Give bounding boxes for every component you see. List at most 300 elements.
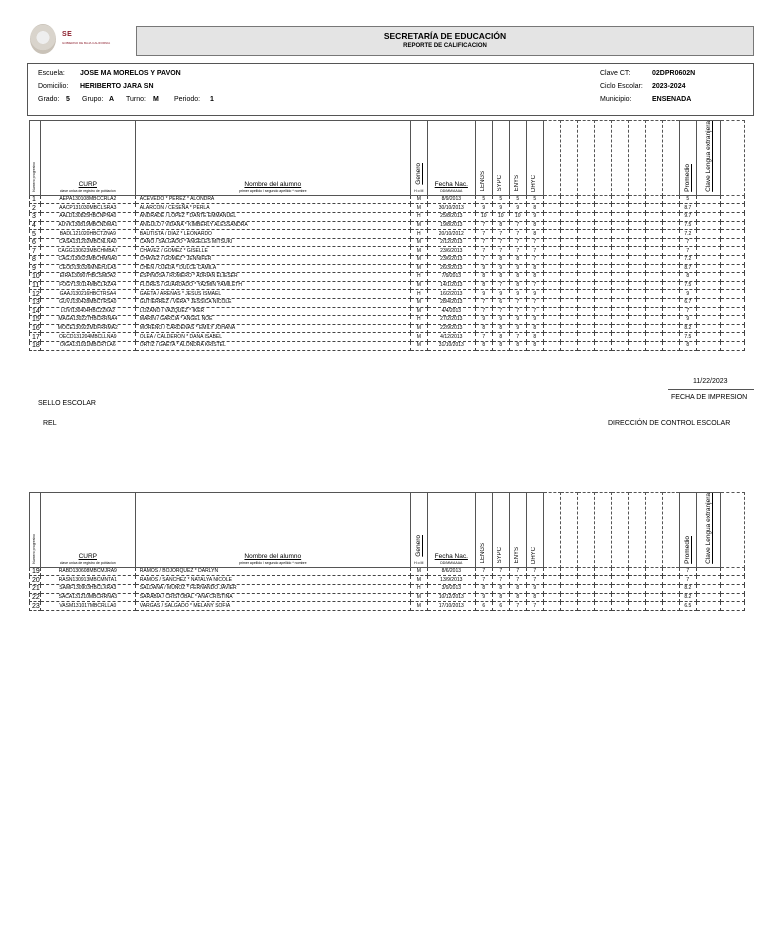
row-clave-lengua: [696, 290, 720, 299]
table-row: [30, 567, 745, 576]
row-empty: [628, 576, 645, 585]
row-empty: [645, 333, 662, 342]
row-empty: [577, 341, 594, 350]
row-empty: [662, 273, 679, 282]
header-empty: [662, 493, 679, 568]
row-promedio: 7.5: [679, 333, 696, 342]
row-name: GAETA / ARENAS * JESUS ISMAEL: [135, 290, 410, 299]
row-empty: [560, 247, 577, 256]
row-grade: 7: [475, 221, 492, 230]
ciclo-label: Ciclo Escolar:: [600, 83, 643, 90]
row-empty: [720, 195, 744, 204]
row-empty: [645, 290, 662, 299]
row-grade: 5: [475, 195, 492, 204]
row-promedio: 6.5: [679, 602, 696, 611]
row-fecha: 3/9/2013: [427, 585, 475, 594]
row-promedio: 9: [679, 290, 696, 299]
row-grade: 10: [492, 213, 509, 222]
row-empty: [560, 307, 577, 316]
header-subject-label: DHYC: [531, 174, 538, 192]
row-empty: [628, 204, 645, 213]
row-empty: [645, 264, 662, 273]
row-empty: [611, 290, 628, 299]
header-clave-lengua: [696, 121, 720, 196]
table-row: [30, 255, 745, 264]
municipio-value: ENSENADA: [652, 96, 692, 103]
row-empty: [594, 298, 611, 307]
table-row: [30, 576, 745, 585]
row-clave-lengua: [696, 324, 720, 333]
header-curp-sub: clave unica de registro de poblacion: [59, 188, 116, 193]
row-curp: FOGY130114MBCLRZA4: [40, 281, 135, 290]
row-clave-lengua: [696, 247, 720, 256]
row-grade: 8: [475, 341, 492, 350]
header-empty: [611, 493, 628, 568]
row-grade: 10: [475, 213, 492, 222]
row-grade: 9: [492, 264, 509, 273]
row-empty: [720, 324, 744, 333]
header-num: [30, 493, 41, 568]
header-subject-label: SYPC: [497, 547, 504, 564]
row-empty: [560, 316, 577, 325]
row-empty: [611, 255, 628, 264]
header-empty: [628, 493, 645, 568]
row-empty: [594, 585, 611, 594]
header-num-label: Numero progresivo: [32, 534, 37, 564]
row-curp: BADL121020HBCTZNA9: [40, 230, 135, 239]
row-name: CHAVEZ / GOMEZ * JENNIFER: [135, 255, 410, 264]
row-empty: [662, 316, 679, 325]
row-empty: [611, 576, 628, 585]
row-empty: [560, 238, 577, 247]
row-number: 17: [30, 333, 41, 342]
header-empty: [543, 121, 560, 196]
table-row: [30, 281, 745, 290]
row-genero: M: [410, 264, 427, 273]
row-name: ALARCON / CESEÑA * PERLA: [135, 204, 410, 213]
row-empty: [594, 221, 611, 230]
row-empty: [594, 307, 611, 316]
row-grade: 7: [492, 281, 509, 290]
header-subject-label: ENYS: [514, 175, 521, 192]
grupo-value: A: [109, 96, 115, 103]
row-empty: [628, 316, 645, 325]
row-genero: M: [410, 238, 427, 247]
header-fecha: [427, 493, 475, 568]
row-empty: [662, 213, 679, 222]
row-grade: 9: [475, 316, 492, 325]
row-clave-lengua: [696, 333, 720, 342]
row-genero: H: [410, 316, 427, 325]
header-empty: [720, 121, 744, 196]
row-promedio: 8.2: [679, 593, 696, 602]
row-number: 2: [30, 204, 41, 213]
row-empty: [577, 576, 594, 585]
row-curp: CAGG130623MBCHMBA7: [40, 247, 135, 256]
row-empty: [594, 290, 611, 299]
row-empty: [543, 247, 560, 256]
row-curp: OECD131204MBCLLNA9: [40, 333, 135, 342]
row-number: 9: [30, 264, 41, 273]
row-empty: [720, 585, 744, 594]
row-name: RAMOS / BOJORQUEZ * DARLYN: [135, 567, 410, 576]
row-empty: [560, 567, 577, 576]
domicilio-value: HERIBERTO JARA SN: [80, 83, 154, 90]
row-grade: 7: [475, 247, 492, 256]
row-empty: [577, 324, 594, 333]
row-empty: [720, 307, 744, 316]
row-empty: [720, 290, 744, 299]
table-row: [30, 307, 745, 316]
row-empty: [628, 324, 645, 333]
row-empty: [628, 585, 645, 594]
row-promedio: 7.2: [679, 230, 696, 239]
row-empty: [645, 576, 662, 585]
row-grade: 7: [492, 247, 509, 256]
row-grade: 9: [475, 593, 492, 602]
header-subject-label: LENGS: [480, 171, 487, 192]
header-clave-lengua-label: Clave Lengua extranjera: [704, 493, 712, 564]
row-empty: [543, 585, 560, 594]
row-empty: [560, 298, 577, 307]
row-promedio: 9.7: [679, 213, 696, 222]
row-empty: [560, 230, 577, 239]
row-empty: [543, 298, 560, 307]
header-empty: [560, 493, 577, 568]
row-empty: [628, 602, 645, 611]
row-empty: [543, 602, 560, 611]
row-genero: M: [410, 324, 427, 333]
table-row: [30, 273, 745, 282]
row-empty: [645, 204, 662, 213]
row-name: CANO / SALGADO * ANGELES MITSUKI: [135, 238, 410, 247]
row-grade: 7: [526, 602, 543, 611]
row-curp: LOVI130404HBCZZKA2: [40, 307, 135, 316]
row-empty: [628, 593, 645, 602]
row-empty: [720, 273, 744, 282]
row-empty: [543, 341, 560, 350]
table-row: [30, 230, 745, 239]
row-number: 15: [30, 316, 41, 325]
row-empty: [645, 273, 662, 282]
row-empty: [594, 204, 611, 213]
row-empty: [662, 341, 679, 350]
page-subtitle: REPORTE DE CALIFICACION: [403, 43, 487, 49]
row-empty: [662, 333, 679, 342]
row-grade: 8: [509, 273, 526, 282]
row-grade: 8: [526, 324, 543, 333]
row-empty: [560, 195, 577, 204]
row-genero: M: [410, 255, 427, 264]
row-empty: [560, 333, 577, 342]
table-row: [30, 593, 745, 602]
row-grade: 7: [526, 307, 543, 316]
row-clave-lengua: [696, 307, 720, 316]
header-empty: [720, 493, 744, 568]
row-grade: 9: [526, 316, 543, 325]
title-box: [136, 26, 754, 56]
row-grade: 8: [509, 593, 526, 602]
row-empty: [662, 221, 679, 230]
grado-value: 5: [66, 96, 70, 103]
row-empty: [594, 593, 611, 602]
row-grade: 8: [526, 593, 543, 602]
row-fecha: 8/9/2013: [427, 195, 475, 204]
row-empty: [662, 247, 679, 256]
row-empty: [662, 602, 679, 611]
row-empty: [720, 204, 744, 213]
row-name: FLORES / GUARDADO * YAZMIN YAMILETH: [135, 281, 410, 290]
row-grade: 8: [492, 324, 509, 333]
turno-label: Turno:: [126, 96, 146, 103]
header-empty: [645, 493, 662, 568]
row-empty: [543, 195, 560, 204]
row-curp: VASM131017MBCRLLA0: [40, 602, 135, 611]
row-empty: [594, 576, 611, 585]
row-fecha: 10/12/2013: [427, 593, 475, 602]
row-empty: [645, 298, 662, 307]
row-empty: [611, 273, 628, 282]
row-empty: [645, 230, 662, 239]
row-grade: 8: [492, 341, 509, 350]
row-grade: 7: [526, 238, 543, 247]
row-curp: SAMF130903HBCLXRA3: [40, 585, 135, 594]
row-empty: [577, 567, 594, 576]
row-empty: [543, 230, 560, 239]
row-grade: 8: [509, 585, 526, 594]
row-name: CHEN / OJEDA * DULCE CAMILA: [135, 264, 410, 273]
periodo-label: Periodo:: [174, 96, 201, 103]
row-grade: 7: [475, 255, 492, 264]
row-empty: [645, 341, 662, 350]
row-empty: [662, 585, 679, 594]
row-fecha: 28/4/2013: [427, 298, 475, 307]
row-number: 8: [30, 255, 41, 264]
row-empty: [720, 567, 744, 576]
ciclo-value: 2023-2024: [652, 83, 686, 90]
row-curp: AEPA130108MBCCRLA2: [40, 195, 135, 204]
row-empty: [720, 298, 744, 307]
row-genero: M: [410, 221, 427, 230]
row-grade: 7: [509, 576, 526, 585]
row-number: 21: [30, 585, 41, 594]
logo-subtitle: GOBIERNO DE BAJA CALIFORNIA: [62, 41, 111, 45]
row-empty: [645, 221, 662, 230]
row-empty: [645, 585, 662, 594]
row-grade: 8: [526, 333, 543, 342]
row-grade: 9: [509, 324, 526, 333]
row-empty: [628, 255, 645, 264]
row-promedio: 7: [679, 567, 696, 576]
row-empty: [543, 316, 560, 325]
row-number: 19: [30, 567, 41, 576]
row-empty: [577, 255, 594, 264]
row-empty: [720, 264, 744, 273]
header-empty: [577, 493, 594, 568]
row-grade: 9: [509, 316, 526, 325]
header-subject-s2: [492, 493, 509, 568]
header-genero: [410, 493, 427, 568]
table-row: [30, 213, 745, 222]
row-grade: 9: [492, 290, 509, 299]
row-empty: [645, 255, 662, 264]
row-genero: H: [410, 290, 427, 299]
row-grade: 8: [526, 264, 543, 273]
row-name: OLEA / CALDERON * DANA ISABEL: [135, 333, 410, 342]
row-fecha: 4/4/2013: [427, 307, 475, 316]
row-empty: [645, 195, 662, 204]
row-grade: 8: [475, 324, 492, 333]
row-grade: 9: [475, 264, 492, 273]
row-name: ORTIZ / GAETA * ALONDRA KRISTEL: [135, 341, 410, 350]
header-nombre: [135, 121, 410, 196]
row-number: 20: [30, 576, 41, 585]
header-promedio-label: Promedio: [684, 536, 692, 564]
row-curp: CEOD130326MNEHJLA5: [40, 264, 135, 273]
row-number: 5: [30, 230, 41, 239]
row-clave-lengua: [696, 567, 720, 576]
row-empty: [577, 273, 594, 282]
row-grade: 8: [492, 273, 509, 282]
row-curp: RASN130913MBCMNTA1: [40, 576, 135, 585]
row-empty: [543, 255, 560, 264]
row-empty: [560, 324, 577, 333]
row-number: 22: [30, 593, 41, 602]
header-genero-label: Genero: [415, 535, 423, 557]
row-empty: [543, 324, 560, 333]
row-empty: [662, 204, 679, 213]
row-grade: 8: [526, 204, 543, 213]
row-grade: 9: [509, 204, 526, 213]
row-empty: [628, 333, 645, 342]
row-empty: [543, 307, 560, 316]
row-grade: 9: [526, 585, 543, 594]
header-nombre-label: Nombre del alumno: [244, 552, 302, 560]
row-empty: [720, 341, 744, 350]
header-clave-lengua: [696, 493, 720, 568]
row-empty: [560, 602, 577, 611]
row-empty: [628, 264, 645, 273]
row-fecha: 13/9/2013: [427, 576, 475, 585]
row-empty: [611, 264, 628, 273]
row-grade: 9: [475, 290, 492, 299]
row-grade: 8: [526, 221, 543, 230]
row-genero: M: [410, 298, 427, 307]
row-empty: [560, 273, 577, 282]
row-grade: 7: [475, 567, 492, 576]
row-genero: M: [410, 307, 427, 316]
row-promedio: 7: [679, 307, 696, 316]
header-genero-label: Genero: [415, 163, 423, 185]
row-clave-lengua: [696, 264, 720, 273]
header-empty: [628, 121, 645, 196]
row-empty: [611, 204, 628, 213]
row-grade: 7: [475, 230, 492, 239]
header-clave-lengua-label: Clave Lengua extranjera: [704, 121, 712, 192]
row-curp: SACA131210MBCRRNA3: [40, 593, 135, 602]
row-empty: [594, 247, 611, 256]
row-grade: 7: [509, 298, 526, 307]
row-empty: [645, 324, 662, 333]
header-subject-s2: [492, 121, 509, 196]
row-fecha: 2/12/2013: [427, 238, 475, 247]
row-empty: [577, 195, 594, 204]
row-empty: [543, 264, 560, 273]
row-empty: [543, 221, 560, 230]
row-empty: [720, 316, 744, 325]
row-empty: [645, 247, 662, 256]
row-empty: [560, 593, 577, 602]
table-row: [30, 290, 745, 299]
row-clave-lengua: [696, 255, 720, 264]
row-empty: [577, 247, 594, 256]
escuela-value: JOSE MA MORELOS Y PAVON: [80, 70, 181, 77]
row-empty: [560, 585, 577, 594]
row-clave-lengua: [696, 230, 720, 239]
row-grade: 8: [526, 230, 543, 239]
row-empty: [577, 204, 594, 213]
row-grade: 6: [492, 602, 509, 611]
row-empty: [720, 238, 744, 247]
row-number: 7: [30, 247, 41, 256]
row-empty: [662, 290, 679, 299]
row-empty: [662, 255, 679, 264]
seal-logo: [30, 24, 56, 54]
row-grade: 9: [492, 316, 509, 325]
row-promedio: 7.2: [679, 255, 696, 264]
row-empty: [594, 324, 611, 333]
row-empty: [720, 213, 744, 222]
header-empty: [594, 493, 611, 568]
row-empty: [611, 195, 628, 204]
row-empty: [543, 238, 560, 247]
row-promedio: 8.7: [679, 204, 696, 213]
row-empty: [720, 281, 744, 290]
row-grade: 7: [509, 230, 526, 239]
row-fecha: 22/9/2013: [427, 324, 475, 333]
header-subject-s4: [526, 121, 543, 196]
table-row: [30, 316, 745, 325]
row-name: SALDAÑA / MUÑOZ * FERNANDO JAVIER: [135, 585, 410, 594]
header-subject-label: DHYC: [531, 546, 538, 564]
table-row: [30, 602, 745, 611]
row-empty: [611, 341, 628, 350]
clave-ct-label: Clave CT:: [600, 70, 631, 77]
row-number: 4: [30, 221, 41, 230]
row-grade: 7: [509, 307, 526, 316]
header-fecha-sub: DD/MM/AAAA: [440, 188, 463, 193]
table-row: [30, 264, 745, 273]
row-grade: 7: [475, 238, 492, 247]
row-grade: 9: [526, 290, 543, 299]
row-grade: 8: [526, 273, 543, 282]
row-name: ACEVEDO * PEREZ * ALONDRA: [135, 195, 410, 204]
header-fecha-sub: DD/MM/AAAA: [440, 560, 463, 565]
row-grade: 6: [475, 602, 492, 611]
header-nombre-label: Nombre del alumno: [244, 180, 302, 188]
row-fecha: 19/8/2013: [427, 221, 475, 230]
row-empty: [662, 567, 679, 576]
header-genero-sub: H o M: [414, 560, 424, 565]
row-promedio: 7: [679, 247, 696, 256]
row-clave-lengua: [696, 576, 720, 585]
row-promedio: 7: [679, 238, 696, 247]
row-empty: [645, 593, 662, 602]
grado-label: Grado:: [38, 96, 60, 103]
row-genero: M: [410, 333, 427, 342]
header-subject-s3: [509, 121, 526, 196]
row-grade: 8: [475, 273, 492, 282]
